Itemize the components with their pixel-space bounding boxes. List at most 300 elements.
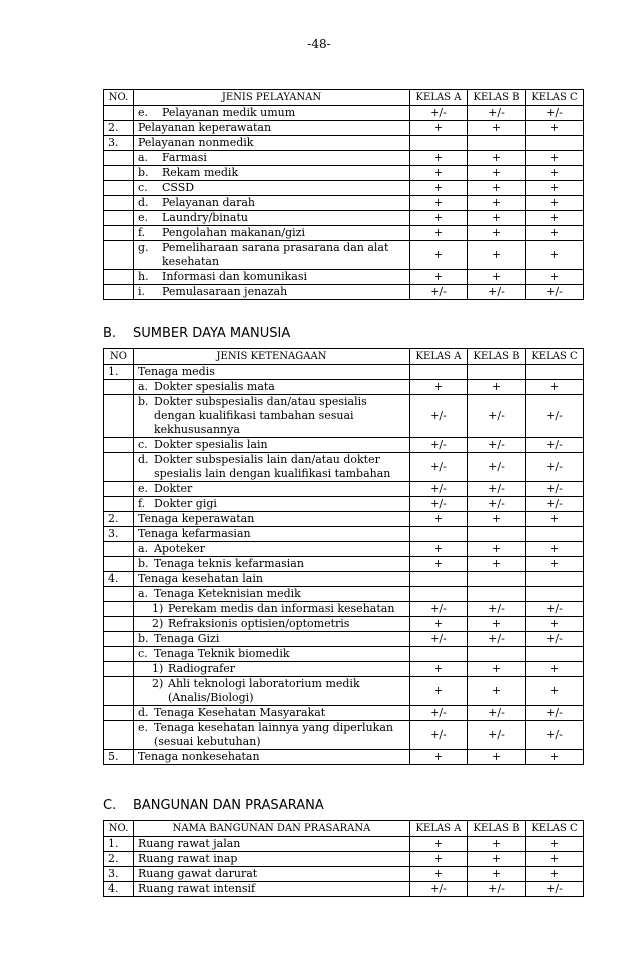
header-kelas-b: KELAS B: [468, 821, 526, 837]
header-jenis: JENIS KETENAGAAN: [134, 349, 410, 365]
row-label: a.: [138, 587, 149, 600]
row-description: [134, 837, 410, 852]
kelas-c-value: +: [526, 380, 584, 395]
row-label: c.: [138, 181, 148, 194]
row-label: c.: [138, 647, 148, 660]
row-text: Dokter spesialis mata: [154, 380, 275, 393]
kelas-a-value: +/-: [410, 602, 468, 617]
kelas-a-value: +/-: [410, 482, 468, 497]
kelas-c-value: +: [526, 867, 584, 882]
row-text: Tenaga Teknik biomedik: [154, 647, 290, 660]
kelas-a-value: +/-: [410, 721, 468, 750]
table-pelayanan: [103, 89, 584, 300]
kelas-c-value: +: [526, 852, 584, 867]
table-bangunan: [103, 820, 584, 897]
row-label: b.: [138, 395, 149, 408]
table-row: [104, 617, 584, 632]
kelas-b-value: [468, 136, 526, 151]
row-description: [134, 181, 410, 196]
table-row: [104, 497, 584, 512]
kelas-b-value: +: [468, 662, 526, 677]
kelas-b-value: [468, 527, 526, 542]
row-label: d.: [138, 706, 149, 719]
kelas-c-value: +: [526, 617, 584, 632]
row-description: [134, 852, 410, 867]
kelas-c-value: +: [526, 662, 584, 677]
kelas-c-value: +: [526, 151, 584, 166]
row-text: Tenaga teknis kefarmasian: [154, 557, 304, 570]
kelas-b-value: +: [468, 750, 526, 765]
table-header-row: [104, 349, 584, 365]
kelas-c-value: +/-: [526, 395, 584, 438]
row-description: [134, 557, 410, 572]
row-description: [134, 721, 410, 750]
row-label: e.: [138, 721, 149, 734]
table-row: [104, 882, 584, 897]
row-description: [134, 750, 410, 765]
kelas-c-value: +: [526, 512, 584, 527]
kelas-a-value: +: [410, 837, 468, 852]
table-header-row: [104, 90, 584, 106]
row-description: [134, 572, 410, 587]
row-text: Tenaga kesehatan lainnya yang diperlukan (sesuai kebutuhan): [154, 721, 393, 748]
kelas-c-value: +: [526, 241, 584, 270]
table-row: [104, 527, 584, 542]
kelas-a-value: +/-: [410, 882, 468, 897]
table-row: [104, 572, 584, 587]
kelas-a-value: +: [410, 542, 468, 557]
row-description: [134, 482, 410, 497]
row-number: [104, 438, 134, 453]
row-number: [104, 662, 134, 677]
row-number: [104, 395, 134, 438]
table-row: [104, 270, 584, 285]
section-b-text: SUMBER DAYA MANUSIA: [133, 326, 291, 341]
row-text: Dokter gigi: [154, 497, 217, 510]
kelas-a-value: +: [410, 151, 468, 166]
row-number: [104, 285, 134, 300]
header-kelas-a: KELAS A: [410, 349, 468, 365]
row-label: e.: [138, 211, 149, 224]
row-description: [134, 882, 410, 897]
row-text: Tenaga nonkesehatan: [138, 750, 260, 763]
kelas-a-value: +/-: [410, 632, 468, 647]
table-row: [104, 721, 584, 750]
table-ketenagaan: [103, 348, 584, 765]
row-text: Dokter: [154, 482, 193, 495]
kelas-a-value: +: [410, 241, 468, 270]
row-text: CSSD: [162, 181, 195, 194]
kelas-b-value: +: [468, 677, 526, 706]
row-description: [134, 365, 410, 380]
row-label: c.: [138, 438, 148, 451]
kelas-b-value: +/-: [468, 497, 526, 512]
row-text: Tenaga Keteknisian medik: [154, 587, 301, 600]
row-label: 2): [152, 617, 164, 630]
row-number: [104, 106, 134, 121]
row-text: Perekam medis dan informasi kesehatan: [168, 602, 395, 615]
row-label: 2): [152, 677, 164, 690]
table-header-row: [104, 821, 584, 837]
row-text: Tenaga medis: [138, 365, 215, 378]
kelas-c-value: +/-: [526, 438, 584, 453]
row-label: b.: [138, 557, 149, 570]
kelas-c-value: +/-: [526, 482, 584, 497]
row-description: [134, 106, 410, 121]
kelas-a-value: +: [410, 677, 468, 706]
table-row: [104, 211, 584, 226]
row-label: a.: [138, 380, 149, 393]
row-number: [104, 270, 134, 285]
header-kelas-b: KELAS B: [468, 90, 526, 106]
row-description: [134, 647, 410, 662]
kelas-c-value: +/-: [526, 106, 584, 121]
kelas-b-value: +/-: [468, 285, 526, 300]
table-row: [104, 181, 584, 196]
kelas-c-value: +: [526, 181, 584, 196]
page-number: -48-: [307, 37, 331, 51]
kelas-c-value: +: [526, 121, 584, 136]
kelas-b-value: +/-: [468, 602, 526, 617]
kelas-c-value: [526, 527, 584, 542]
row-text: Pelayanan darah: [162, 196, 255, 209]
kelas-b-value: +: [468, 211, 526, 226]
row-description: [134, 395, 410, 438]
row-description: [134, 512, 410, 527]
row-number: [104, 196, 134, 211]
row-text: Refraksionis optisien/optometris: [168, 617, 350, 630]
table-row: [104, 136, 584, 151]
row-text: Tenaga keperawatan: [138, 512, 255, 525]
kelas-b-value: +: [468, 617, 526, 632]
kelas-a-value: [410, 647, 468, 662]
kelas-a-value: +/-: [410, 706, 468, 721]
kelas-a-value: +: [410, 121, 468, 136]
table-row: [104, 196, 584, 211]
row-description: [134, 617, 410, 632]
row-description: [134, 196, 410, 211]
kelas-c-value: +: [526, 226, 584, 241]
row-number: [104, 181, 134, 196]
kelas-a-value: +: [410, 166, 468, 181]
kelas-c-value: +: [526, 750, 584, 765]
table-row: [104, 867, 584, 882]
row-text: Tenaga kefarmasian: [138, 527, 251, 540]
kelas-b-value: +: [468, 241, 526, 270]
kelas-c-value: +: [526, 270, 584, 285]
row-number: [104, 482, 134, 497]
kelas-c-value: [526, 587, 584, 602]
row-label: b.: [138, 632, 149, 645]
row-text: Pelayanan nonmedik: [138, 136, 254, 149]
kelas-b-value: +/-: [468, 453, 526, 482]
row-number: [104, 706, 134, 721]
table-row: [104, 438, 584, 453]
kelas-c-value: +/-: [526, 721, 584, 750]
kelas-c-value: +/-: [526, 285, 584, 300]
row-number: 3.: [104, 527, 134, 542]
table-row: [104, 542, 584, 557]
row-label: g.: [138, 241, 149, 254]
row-description: [134, 211, 410, 226]
kelas-a-value: +: [410, 196, 468, 211]
kelas-a-value: +: [410, 617, 468, 632]
kelas-a-value: +: [410, 512, 468, 527]
kelas-b-value: +: [468, 196, 526, 211]
row-text: Pelayanan medik umum: [162, 106, 296, 119]
table-row: [104, 226, 584, 241]
row-description: [134, 166, 410, 181]
kelas-b-value: [468, 647, 526, 662]
kelas-c-value: [526, 136, 584, 151]
row-label: e.: [138, 482, 149, 495]
kelas-c-value: +/-: [526, 497, 584, 512]
row-label: f.: [138, 497, 146, 510]
row-label: d.: [138, 196, 149, 209]
row-text: Tenaga Kesehatan Masyarakat: [154, 706, 326, 719]
header-jenis: JENIS PELAYANAN: [134, 90, 410, 106]
kelas-a-value: +/-: [410, 395, 468, 438]
table-row: [104, 852, 584, 867]
kelas-a-value: +: [410, 270, 468, 285]
row-description: [134, 527, 410, 542]
row-number: 5.: [104, 750, 134, 765]
row-number: [104, 602, 134, 617]
table-row: [104, 647, 584, 662]
kelas-a-value: +: [410, 867, 468, 882]
table-row: [104, 837, 584, 852]
row-description: [134, 587, 410, 602]
table-row: [104, 750, 584, 765]
kelas-b-value: [468, 587, 526, 602]
row-text: Tenaga Gizi: [154, 632, 220, 645]
row-number: [104, 226, 134, 241]
row-number: 3.: [104, 867, 134, 882]
row-description: [134, 602, 410, 617]
kelas-b-value: +/-: [468, 706, 526, 721]
header-no: NO: [104, 349, 134, 365]
row-description: [134, 632, 410, 647]
row-text: Laundry/binatu: [162, 211, 248, 224]
table-row: [104, 587, 584, 602]
row-number: [104, 453, 134, 482]
row-description: [134, 706, 410, 721]
header-kelas-a: KELAS A: [410, 821, 468, 837]
kelas-b-value: +: [468, 852, 526, 867]
row-label: 1): [152, 602, 164, 615]
row-text: Pelayanan keperawatan: [138, 121, 272, 134]
header-no: NO.: [104, 90, 134, 106]
row-description: [134, 270, 410, 285]
section-b-letter: B.: [103, 326, 117, 341]
row-number: [104, 542, 134, 557]
row-description: [134, 121, 410, 136]
kelas-c-value: +: [526, 211, 584, 226]
header-nama: NAMA BANGUNAN DAN PRASARANA: [134, 821, 410, 837]
kelas-a-value: +: [410, 226, 468, 241]
table-row: [104, 453, 584, 482]
kelas-b-value: +/-: [468, 632, 526, 647]
table-row: [104, 166, 584, 181]
row-text: Ruang rawat jalan: [138, 837, 241, 850]
table-row: [104, 662, 584, 677]
kelas-b-value: +: [468, 270, 526, 285]
kelas-a-value: +: [410, 750, 468, 765]
kelas-c-value: +: [526, 557, 584, 572]
kelas-b-value: +/-: [468, 882, 526, 897]
row-number: [104, 166, 134, 181]
row-label: a.: [138, 151, 149, 164]
table-row: [104, 121, 584, 136]
row-text: Tenaga kesehatan lain: [138, 572, 263, 585]
kelas-b-value: +: [468, 867, 526, 882]
row-number: [104, 151, 134, 166]
table-row: [104, 106, 584, 121]
kelas-c-value: [526, 365, 584, 380]
row-number: [104, 632, 134, 647]
row-text: Rekam medik: [162, 166, 239, 179]
section-b-title: [103, 326, 290, 341]
row-description: [134, 151, 410, 166]
kelas-c-value: +/-: [526, 453, 584, 482]
row-number: 2.: [104, 121, 134, 136]
kelas-b-value: +: [468, 542, 526, 557]
row-number: 3.: [104, 136, 134, 151]
row-description: [134, 542, 410, 557]
kelas-c-value: +/-: [526, 882, 584, 897]
table-row: [104, 482, 584, 497]
header-kelas-c: KELAS C: [526, 90, 584, 106]
kelas-a-value: +: [410, 181, 468, 196]
row-description: [134, 226, 410, 241]
row-label: e.: [138, 106, 149, 119]
kelas-c-value: [526, 647, 584, 662]
row-description: [134, 380, 410, 395]
table-row: [104, 706, 584, 721]
section-c-text: BANGUNAN DAN PRASARANA: [133, 798, 324, 813]
kelas-b-value: +/-: [468, 482, 526, 497]
row-number: [104, 677, 134, 706]
table-row: [104, 365, 584, 380]
row-number: [104, 647, 134, 662]
row-number: 1.: [104, 837, 134, 852]
row-number: 2.: [104, 512, 134, 527]
kelas-a-value: +: [410, 211, 468, 226]
kelas-b-value: +: [468, 557, 526, 572]
kelas-a-value: +/-: [410, 453, 468, 482]
row-description: [134, 136, 410, 151]
table-row: [104, 677, 584, 706]
row-number: 4.: [104, 572, 134, 587]
row-number: 2.: [104, 852, 134, 867]
row-text: Dokter subspesialis lain dan/atau dokter spesialis lain dengan kualifikasi tambahan: [154, 453, 391, 480]
kelas-a-value: +: [410, 380, 468, 395]
kelas-b-value: +: [468, 151, 526, 166]
kelas-b-value: +: [468, 181, 526, 196]
row-number: [104, 617, 134, 632]
row-number: 4.: [104, 882, 134, 897]
kelas-b-value: +/-: [468, 106, 526, 121]
row-label: h.: [138, 270, 149, 283]
row-text: Ruang rawat intensif: [138, 882, 256, 895]
kelas-b-value: +: [468, 121, 526, 136]
row-text: Pemulasaraan jenazah: [162, 285, 288, 298]
kelas-a-value: [410, 365, 468, 380]
kelas-a-value: [410, 587, 468, 602]
table-row: [104, 241, 584, 270]
row-text: Pemeliharaan sarana prasarana dan alat kesehatan: [162, 241, 389, 268]
row-text: Farmasi: [162, 151, 207, 164]
row-number: [104, 211, 134, 226]
row-number: [104, 497, 134, 512]
row-number: [104, 721, 134, 750]
kelas-a-value: +: [410, 852, 468, 867]
row-number: [104, 380, 134, 395]
row-text: Radiografer: [168, 662, 235, 675]
kelas-c-value: [526, 572, 584, 587]
section-c-title: [103, 798, 324, 813]
header-kelas-c: KELAS C: [526, 821, 584, 837]
row-text: Informasi dan komunikasi: [162, 270, 308, 283]
kelas-b-value: +: [468, 837, 526, 852]
kelas-c-value: +: [526, 677, 584, 706]
kelas-a-value: +: [410, 557, 468, 572]
kelas-b-value: +/-: [468, 721, 526, 750]
row-description: [134, 662, 410, 677]
table-row: [104, 151, 584, 166]
row-label: b.: [138, 166, 149, 179]
row-description: [134, 453, 410, 482]
kelas-a-value: [410, 572, 468, 587]
kelas-b-value: +/-: [468, 395, 526, 438]
row-description: [134, 867, 410, 882]
kelas-b-value: +: [468, 512, 526, 527]
kelas-c-value: +/-: [526, 602, 584, 617]
row-text: Ruang gawat darurat: [138, 867, 258, 880]
row-number: [104, 587, 134, 602]
row-number: 1.: [104, 365, 134, 380]
row-number: [104, 241, 134, 270]
table-row: [104, 395, 584, 438]
row-number: [104, 557, 134, 572]
header-kelas-a: KELAS A: [410, 90, 468, 106]
kelas-a-value: [410, 527, 468, 542]
kelas-b-value: +: [468, 380, 526, 395]
kelas-b-value: +: [468, 226, 526, 241]
row-label: a.: [138, 542, 149, 555]
kelas-a-value: +/-: [410, 438, 468, 453]
kelas-c-value: +: [526, 837, 584, 852]
kelas-a-value: +/-: [410, 285, 468, 300]
row-label: d.: [138, 453, 149, 466]
kelas-a-value: +: [410, 662, 468, 677]
header-no: NO.: [104, 821, 134, 837]
kelas-b-value: +: [468, 166, 526, 181]
row-text: Ahli teknologi laboratorium medik (Analis/Biologi): [168, 677, 360, 704]
table-row: [104, 632, 584, 647]
table-row: [104, 285, 584, 300]
kelas-a-value: +/-: [410, 497, 468, 512]
row-description: [134, 677, 410, 706]
kelas-b-value: [468, 572, 526, 587]
table-row: [104, 602, 584, 617]
row-text: Dokter subspesialis dan/atau spesialis dengan kualifikasi tambahan sesuai kekhususannya: [154, 395, 367, 436]
kelas-c-value: +: [526, 196, 584, 211]
header-kelas-c: KELAS C: [526, 349, 584, 365]
kelas-b-value: +/-: [468, 438, 526, 453]
row-description: [134, 438, 410, 453]
row-label: i.: [138, 285, 146, 298]
